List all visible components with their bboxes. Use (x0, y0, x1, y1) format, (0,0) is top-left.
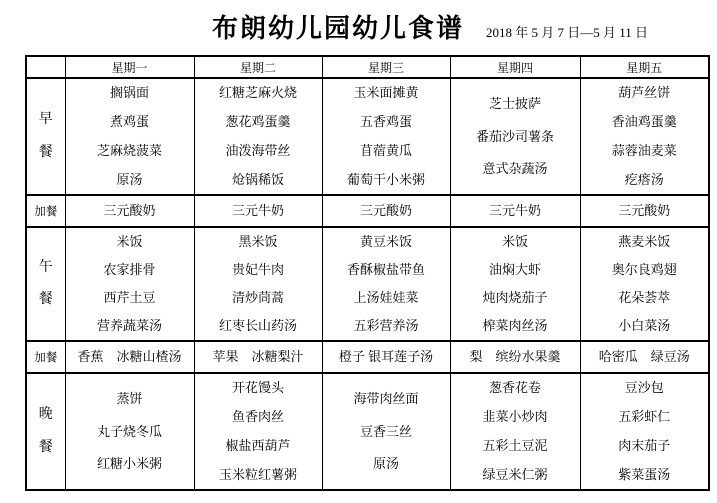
corner-cell (26, 56, 65, 78)
menu-item: 西芹土豆 (103, 290, 156, 305)
menu-item: 玉米面摊黄 (353, 85, 419, 101)
menu-item: 三元酸奶 (359, 203, 412, 218)
meal-label-cell (26, 195, 65, 227)
menu-item: 三元酸奶 (103, 203, 156, 218)
meal-label-cell (26, 227, 65, 341)
meal-label: 午餐 (38, 259, 53, 307)
page-title: 布朗幼儿园幼儿食谱 (212, 14, 465, 43)
menu-item: 鱼香肉丝 (231, 409, 284, 425)
menu-item: 五彩土豆泥 (482, 437, 548, 453)
menu-cell (194, 373, 322, 490)
menu-item: 米饭 (501, 234, 528, 249)
meal-row-dinner (26, 373, 709, 490)
menu-item: 韭菜小炒肉 (482, 409, 548, 425)
menu-cell (322, 341, 450, 373)
menu-item: 红糖小米粥 (96, 456, 162, 472)
menu-cell (322, 373, 450, 490)
menu-item: 苜蓿黄瓜 (359, 142, 412, 158)
menu-cell (194, 195, 322, 227)
menu-item: 蒜蓉油麦菜 (611, 142, 677, 158)
menu-item: 海带肉丝面 (353, 390, 419, 406)
menu-cell (194, 78, 322, 195)
menu-item: 小白菜汤 (618, 318, 671, 333)
menu-cell (322, 78, 450, 195)
menu-cell (194, 341, 322, 373)
menu-item: 蒸饼 (116, 390, 143, 406)
menu-item: 香酥椒盐带鱼 (346, 262, 425, 277)
menu-item: 番茄沙司薯条 (475, 128, 554, 144)
menu-item: 米饭 (116, 234, 143, 249)
menu-item: 梨 缤纷水果羹 (469, 349, 561, 364)
meal-row-breakfast (26, 78, 709, 195)
meal-label: 加餐 (34, 206, 58, 218)
menu-item: 香蕉 冰糖山楂汤 (77, 349, 182, 364)
meal-label-cell (26, 373, 65, 490)
menu-item: 煮鸡蛋 (109, 114, 149, 130)
meal-row-lunch (26, 227, 709, 341)
menu-cell (450, 195, 580, 227)
menu-cell (322, 227, 450, 341)
menu-item: 芝士披萨 (488, 95, 541, 111)
menu-item: 炖肉烧茄子 (482, 290, 548, 305)
menu-item: 开花馒头 (231, 380, 284, 396)
menu-item: 农家排骨 (103, 262, 156, 277)
menu-item: 豆沙包 (624, 380, 664, 396)
date-range: 2018 年 5 月 7 日—5 月 11 日 (486, 25, 649, 40)
menu-item: 葱花鸡蛋羹 (225, 114, 291, 130)
menu-item: 玉米粒红薯粥 (218, 466, 297, 482)
menu-item: 油焖大虾 (488, 262, 541, 277)
menu-item: 燕麦米饭 (618, 234, 671, 249)
day-header-row (26, 56, 709, 78)
menu-cell (65, 227, 194, 341)
menu-item: 花朵荟萃 (618, 290, 671, 305)
menu-item: 搁锅面 (109, 85, 149, 101)
day-header-tuesday: 星期二 (194, 56, 322, 78)
menu-cell (450, 341, 580, 373)
menu-item: 原汤 (116, 171, 143, 187)
menu-cell (65, 78, 194, 195)
menu-item: 葫芦丝饼 (618, 85, 671, 101)
menu-cell (65, 373, 194, 490)
meal-label: 晚餐 (38, 407, 53, 455)
menu-item: 五香鸡蛋 (359, 114, 412, 130)
menu-item: 橙子 银耳莲子汤 (338, 349, 434, 364)
menu-item: 营养蔬菜汤 (96, 318, 162, 333)
menu-cell (194, 227, 322, 341)
menu-cell (580, 227, 709, 341)
menu-cell (65, 195, 194, 227)
menu-cell (65, 341, 194, 373)
meal-label: 加餐 (34, 352, 58, 364)
menu-cell (450, 227, 580, 341)
menu-item: 三元牛奶 (231, 203, 284, 218)
menu-item: 原汤 (372, 456, 399, 472)
meal-row-snack-pm (26, 341, 709, 373)
menu-item: 油泼海带丝 (225, 142, 291, 158)
menu-item: 榨菜肉丝汤 (482, 318, 548, 333)
menu-item: 黑米饭 (238, 234, 278, 249)
menu-item: 上汤娃娃菜 (353, 290, 419, 305)
menu-item: 三元牛奶 (488, 203, 541, 218)
menu-item: 葱香花卷 (488, 380, 541, 396)
menu-item: 绿豆米仁粥 (482, 466, 548, 482)
menu-item: 肉末茄子 (618, 437, 671, 453)
meal-row-snack-am (26, 195, 709, 227)
menu-item: 椒盐西葫芦 (225, 437, 291, 453)
menu-item: 贵妃牛肉 (231, 262, 284, 277)
menu-cell (580, 195, 709, 227)
menu-item: 丸子烧冬瓜 (96, 423, 162, 439)
day-header-thursday: 星期四 (450, 56, 580, 78)
menu-item: 豆香三丝 (359, 423, 412, 439)
menu-cell (450, 78, 580, 195)
menu-item: 清炒茼蒿 (231, 290, 284, 305)
meal-label: 早餐 (38, 112, 53, 160)
menu-table (25, 55, 710, 491)
meal-label-cell (26, 78, 65, 195)
day-header-friday: 星期五 (580, 56, 709, 78)
menu-item: 哈密瓜 绿豆汤 (598, 349, 690, 364)
menu-cell (580, 341, 709, 373)
menu-item: 奥尔良鸡翅 (611, 262, 677, 277)
day-header-wednesday: 星期三 (322, 56, 450, 78)
menu-item: 香油鸡蛋羹 (611, 114, 677, 130)
day-header-monday: 星期一 (65, 56, 194, 78)
menu-item: 炝锅稀饭 (231, 171, 284, 187)
menu-item: 葡萄干小米粥 (346, 171, 425, 187)
menu-item: 三元酸奶 (618, 203, 671, 218)
menu-item: 芝麻烧菠菜 (96, 142, 162, 158)
meal-label-cell (26, 341, 65, 373)
menu-item: 红糖芝麻火烧 (218, 85, 297, 101)
menu-item: 红枣长山药汤 (218, 318, 297, 333)
menu-item: 疙瘩汤 (624, 171, 664, 187)
menu-cell (322, 195, 450, 227)
menu-item: 五彩营养汤 (353, 318, 419, 333)
menu-item: 意式杂蔬汤 (482, 161, 548, 177)
menu-cell (450, 373, 580, 490)
menu-item: 黄豆米饭 (359, 234, 412, 249)
menu-item: 五彩虾仁 (618, 409, 671, 425)
menu-item: 紫菜蛋汤 (618, 466, 671, 482)
menu-item: 苹果 冰糖梨汁 (212, 349, 304, 364)
menu-cell (580, 373, 709, 490)
menu-cell (580, 78, 709, 195)
